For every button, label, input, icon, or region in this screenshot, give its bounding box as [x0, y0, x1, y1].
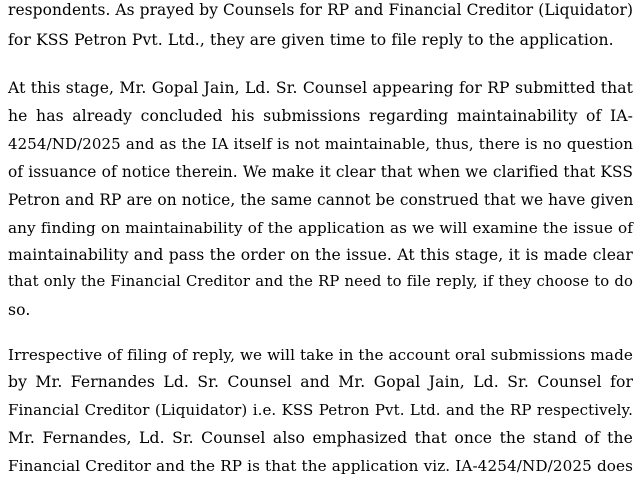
text-line: for KSS Petron Pvt. Ltd., they are given time to file reply to the application.	[8, 31, 614, 49]
text-line: so.	[8, 301, 31, 319]
text-line: Petron and RP are on notice, the same cannot be construed that we have given	[8, 191, 634, 209]
text-line: respondents. As prayed by Counsels for RP and Financial Creditor (Liquidator)	[8, 1, 634, 19]
text-line: by Mr. Fernandes Ld. Sr. Counsel and Mr. Gopal Jain, Ld. Sr. Counsel for	[8, 373, 633, 391]
text-line: any finding on maintainability of the application as we will examine the issue of	[8, 219, 633, 237]
text-line: Irrespective of filing of reply, we will take in the account oral submissions made	[8, 346, 633, 364]
text-line: of issuance of notice therein. We make it clear that when we clarified that KSS	[8, 163, 633, 181]
text-line: maintainability and pass the order on the issue. At this stage, it is made clear	[8, 246, 633, 264]
text-line: Mr. Fernandes, Ld. Sr. Counsel also emphasized that once the stand of the	[8, 429, 633, 447]
text-line: he has already concluded his submissions regarding maintainability of IA-	[8, 107, 633, 125]
text-line: that only the Financial Creditor and the RP need to file reply, if they choose to do	[8, 273, 633, 290]
text-line: 4254/ND/2025 and as the IA itself is not maintainable, thus, there is no question	[8, 135, 633, 153]
text-line: At this stage, Mr. Gopal Jain, Ld. Sr. Counsel appearing for RP submitted that	[8, 79, 633, 97]
text-line: Financial Creditor and the RP is that the application viz. IA-4254/ND/2025 does	[8, 457, 633, 475]
text-line: Financial Creditor (Liquidator) i.e. KSS Petron Pvt. Ltd. and the RP respectively.	[8, 401, 633, 419]
